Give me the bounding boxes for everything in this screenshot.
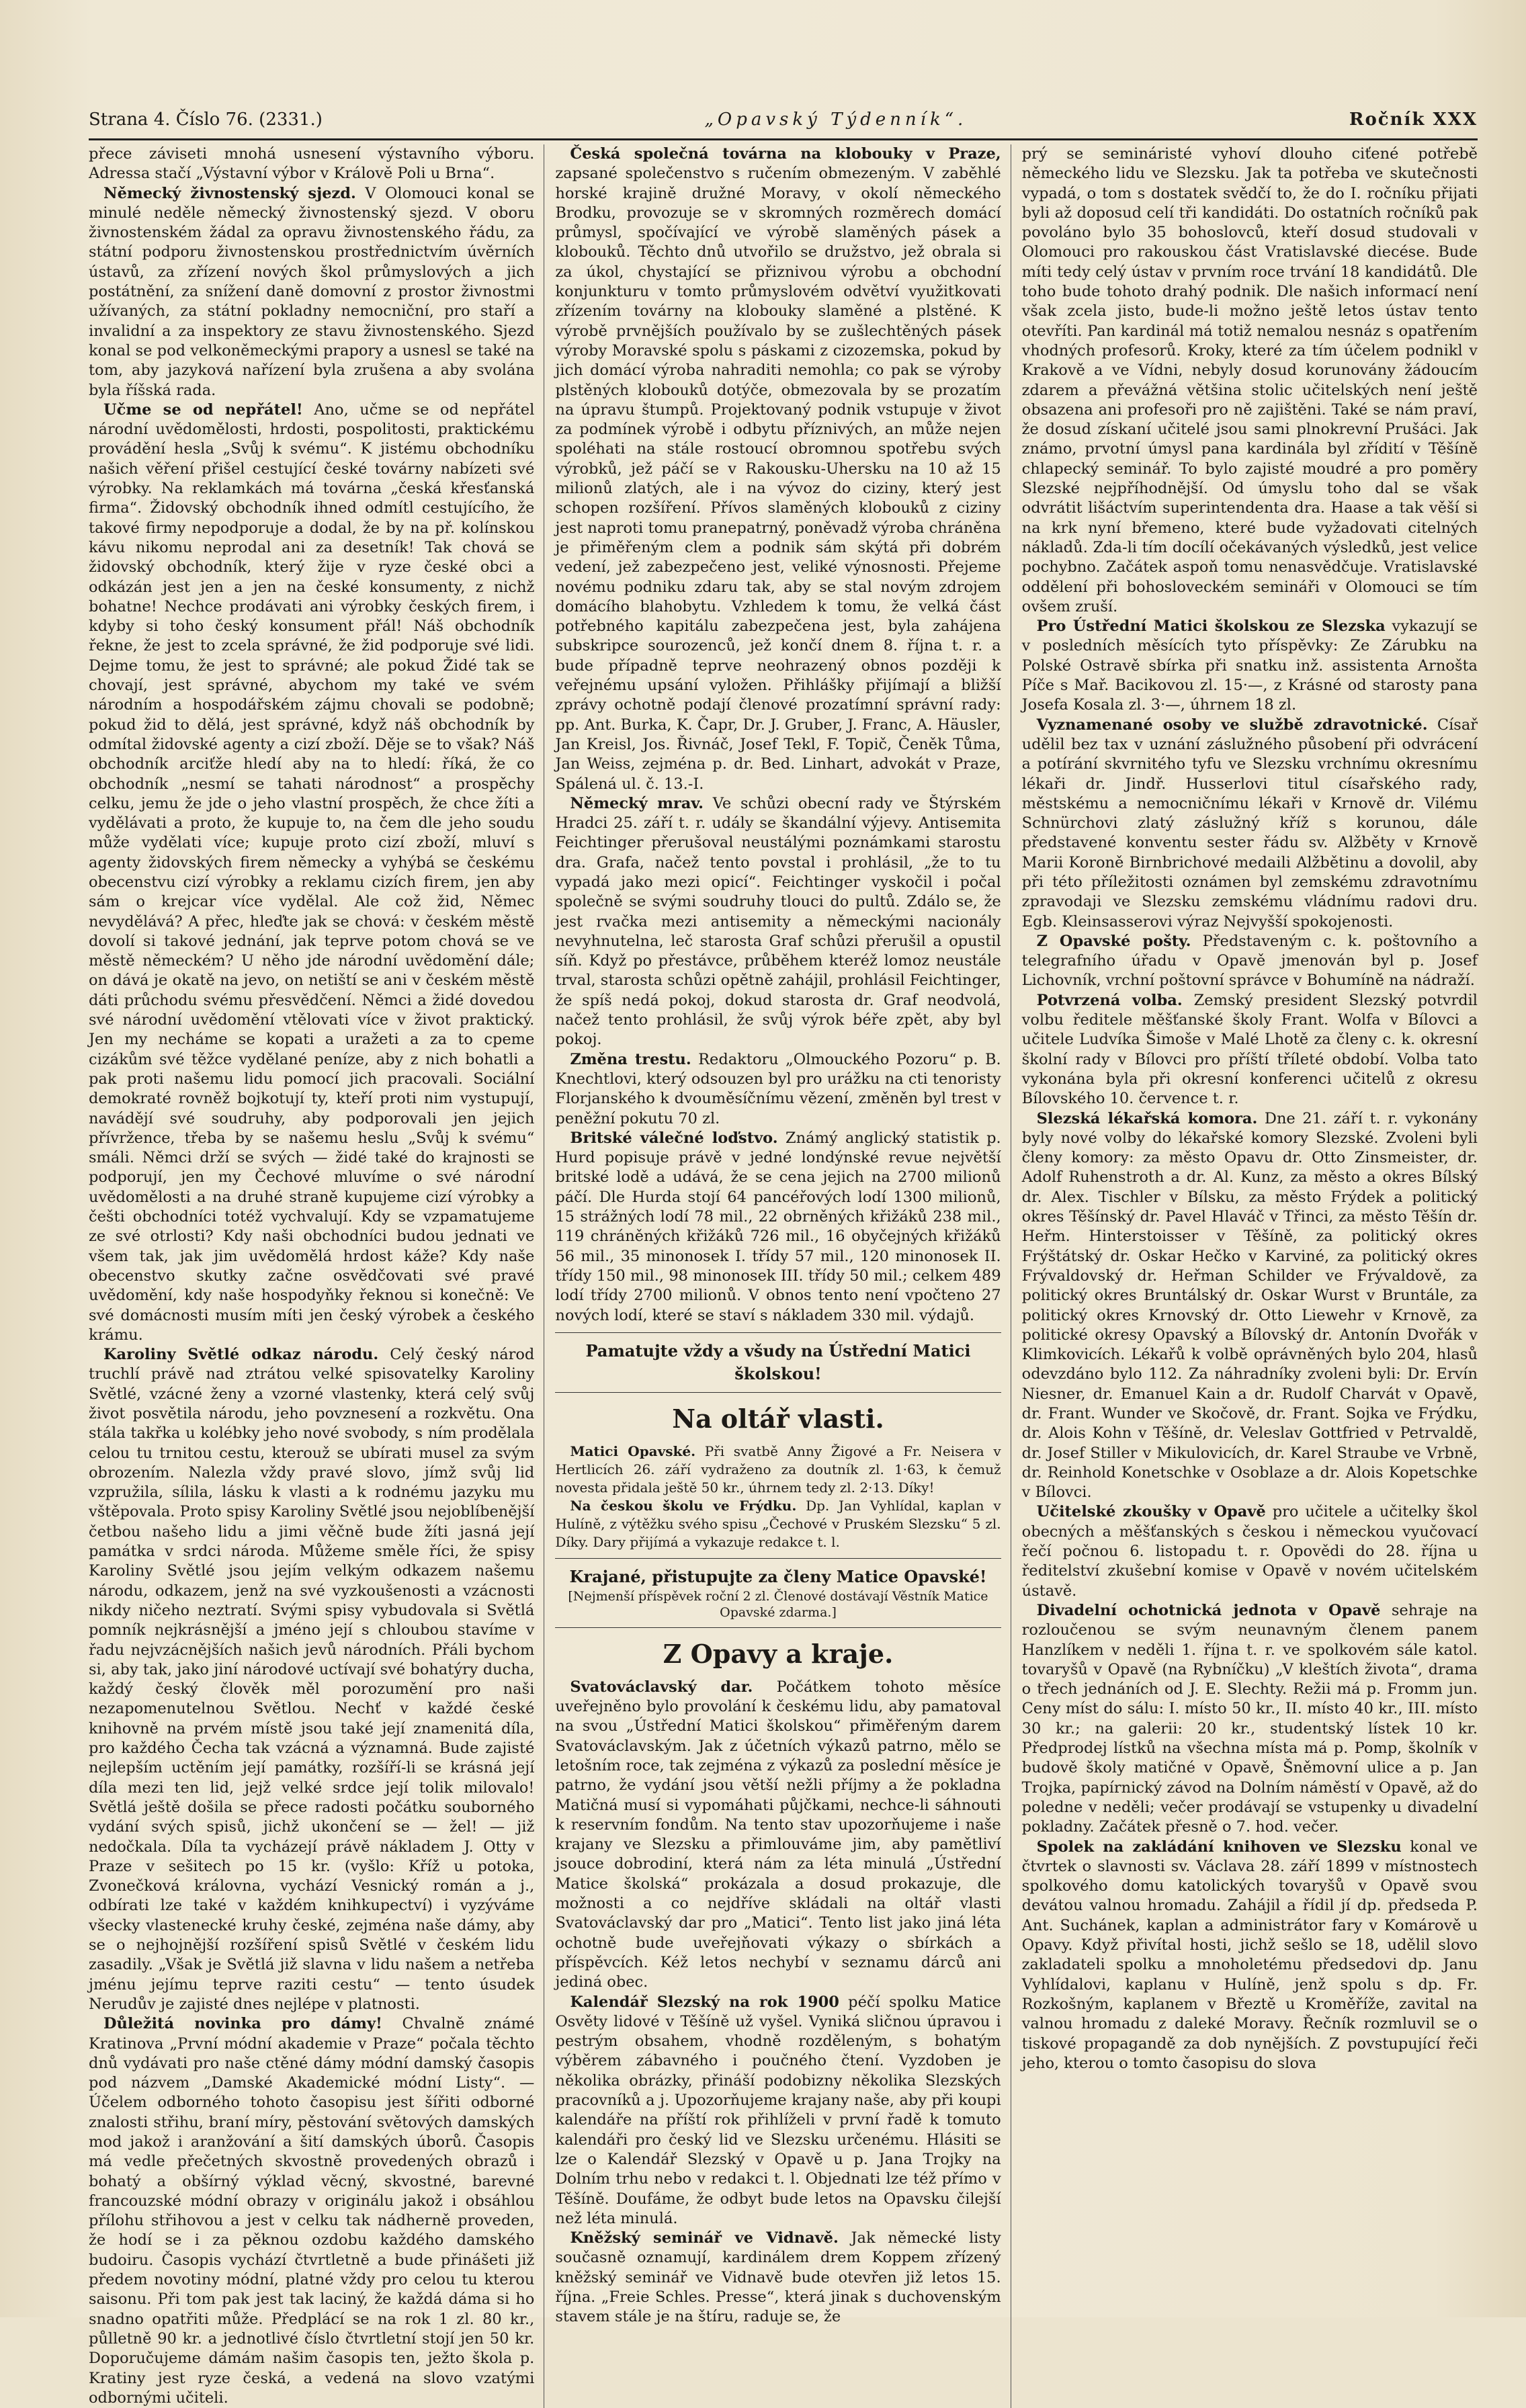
column-2 <box>555 144 1011 2408</box>
article-heading: Britské válečné loďstvo. <box>570 1129 778 1147</box>
article-text: Ve schůzi obecní rady ve Štýrském Hradci 25. září t. r. udály se škandální výjevy. Antisemita Feichtinger přerušoval neustálými poznámkami starostu dra. Grafa, načež tento povstal i prohlásil, „že to tu vypadá jako mezi opicí“. Feichtinger vyskočil i počal společně se svými soudruhy tlouci do pultů. Zdálo se, že jest rvačka mezi antisemity a německými nacionály nevyhnutelna, leč starosta Graf schůzi přerušil a opustil síň. Když po přestávce, průběhem kteréž lomoz neustále trval, starosta schůzi opětně zahájil, prohlásil Feichtinger, že spíš nedá pokoj, dokud starosta dr. Graf neodvolá, načež tento prohlásil, že svůj výrok béře zpět, aby byl pokoj. <box>555 794 1001 1049</box>
article-paragraph <box>555 1050 1001 1129</box>
article-text: Při svatbě Anny Žigové a Fr. Neisera v Hertlicích 26. září vydraženo za doutník zl. 1·63, k čemuž novesta přidala ještě 50 kr., úhrnem tedy zl. 2·13. Díky! <box>555 1443 1001 1496</box>
article-paragraph <box>555 1129 1001 1326</box>
article-heading: Německý mrav. <box>570 794 704 812</box>
article-paragraph <box>1022 991 1478 1109</box>
article-text: Chvalně známé Kratinova „První módní akademie v Praze“ počala těchto dnů vydávati pro naše ctěné dámy módní damský časopis pod názvem „Damské Akademické módní Listy“. — Účelem odborného tohoto časopisu jest šířiti odborné znalosti střihu, braní míry, pěstování světových damských mod jakož i aranžování a šití damských úborů. Časopis má vedle přečetných skvostně provedených obrazů i bohatý a obšírný výklad věcný, skvostné, barevné francouzské módní obrazy v originálu jakož i obsáhlou přílohu střihovou a jest v celku tak nádherně proveden, že hodí se i za pěknou ozdobu každého damského budoiru. Časopis vychází čtvrtletně a bude přinášeti již předem novotiny módní, platné vždy pro celou tu kterou saisonu. Při tom pak jest tak laciný, že každá dáma si ho snadno opatřiti může. Předplácí se na rok 1 zl. 80 kr., půlletně 90 kr. a jednotlivé číslo čtvrtletní stojí jen 50 kr. Doporučujeme dámám našim časopis ten, ježto škola p. Kratiny jest ryze česká, a vedená na slovo vzatými odbornými učiteli. <box>89 2015 535 2407</box>
article-heading: Na českou školu ve Frýdku. <box>570 1497 797 1514</box>
article-text: Císař udělil bez tax v uznání záslužného působení při odvrácení a potírání skvrnitého tyfu ve Slezsku vrchnímu okresnímu lékaři dr. Jindř. Husserlovi titul císařského rady, městskému a nemocničnímu lékaři v Krnově dr. Vilému Schnürchovi zlatý záslužný kříž s korunou, dále představené konventu sester řádu sv. Alžběty v Krnově Marii Koroně Birnbrichové medaili Alžbětinu a dovolil, aby při této příležitosti oznámen byl zemskému zdravotnímu zpravodaji ve Slezsku zemskému vládnímu radovi dru. Egb. Kleinsasserovi výraz Nejvyšší spokojenosti. <box>1021 716 1478 931</box>
column-1 <box>89 144 544 2408</box>
article-paragraph <box>89 2014 534 2408</box>
article-heading: Svatováclavský dar. <box>570 1678 753 1696</box>
article-heading: Potvrzená volba. <box>1036 991 1183 1009</box>
article-text: Známý anglický statistik p. Hurd popisuje právě v jedné londýnské revue největší britské lodě a udává, že se cena jejich na 2700 milionů páčí. Dle Hurda stojí 64 pancéřových lodí 1300 milionů, 15 strážných lodí 78 mil., 22 obrněných křižáků 238 mil., 119 chráněných křižáků 726 mil., 16 obyčejných křižáků 56 mil., 35 minonosek I. třídy 57 mil., 120 minonosek II. třídy 150 mil., 98 minonosek III. třídy 50 mil.; celkem 489 lodí třídy 2700 milionů. V obnos tento není vpočteno 27 nových lodí, které se staví s nákladem 330 mil. výdajů. <box>555 1129 1001 1324</box>
article-text: Celý český národ truchlí právě nad ztrátou velké spisovatelky Karoliny Světlé, vzácné ženy a vzorné vlastenky, která celý svůj život posvětila národu, jeho povznesení a rozkvětu. Ona stála takřka u kolébky jeho nové svobody, s ním prodělala celou tu trnitou cestu, kterouž se ubírati musel za svým obrozením. Nalezla vždy pravé slovo, jímž svůj lid vzpružila, sílila, lásku k vlasti a k rodnému jazyku mu vštěpovala. Proto spisy Karoliny Světlé jsou nejoblíbenější četbou našeho lidu a jimi věčně bude žíti jasná její památka v srdci národa. Můžeme směle říci, že spisy Karoliny Světlé jsou jejím velkým odkazem našemu národu, odkazem, jenž na své vyzkoušenosti a vzácnosti nikdy ničeho neztratí. Svými spisy vybudovala si Světlá pomník nejkrásnější a jméno její s chloubou stavíme v řadu nejvzácnějších našich jevů národních. Přáli bychom si, aby tak, jako jiní národové uctívají své bohatýry ducha, každý český člověk měl porozumění pro naši nezapomenutelnou Světlou. Nechť v každé české knihovně na prvém místě jsou také její znamenitá díla, pro každého Čecha tak vzácná a významná. Bude zajisté nejlepším uctěním její památky, rozšíří-li se krásná její díla mezi ten lid, jejž velké srdce její tolik milovalo! Světlá ještě došila se přece radosti počátku souborného vydání svých spisů, jichž ukončení se — žel! — již nedočkala. Díla ta vycházejí právě nákladem J. Otty v Praze v sešitech po 15 kr. (vyšlo: Kříž u potoka, Zvonečková královna, vychází Vesnický román a j., odbírati lze také v každém knihkupectví) i vyzýváme všecky vlastenecké kruhy české, zejména naše dámy, aby se o nejhojnější rozšíření spisů Světlé v českém lidu zasadily. „Však je Světlá již slavna v lidu našem a netřeba jménu jejímu teprve raziti cestu“ — tento úsudek Nerudův je zajisté dnes nejlépe v platnosti. <box>89 1346 535 2013</box>
article-paragraph <box>1022 932 1478 991</box>
article-heading: Matici Opavské. <box>570 1443 696 1459</box>
article-text: Jak německé listy současně oznamují, kardinálem drem Koppem zřízený kněžský seminář ve Vidnavě bude otevřen již letos 15. října. „Freie Schles. Presse“, která jinak s duchovenským stavem stále je na štíru, raduje se, že <box>555 2229 1001 2326</box>
article-paragraph <box>555 2229 1001 2327</box>
article-heading: Kalendář Slezský na rok 1900 <box>570 1993 839 2011</box>
divider-rule <box>555 1332 1001 1333</box>
article-paragraph <box>555 1678 1001 1993</box>
article-text: sehraje na rozloučenou se svým neunavným členem panem Hanzlíkem v neděli 1. října t. r. ve spolkovém sále katol. tovaryšů v Opavě (na Rybníčku) „V kleštích života“, drama o třech jednáních od J. E. Slechty. Režii má p. Fromm jun. Ceny míst do sálu: I. místo 50 kr., II. místo 40 kr., III. místo 30 kr.; na galerii: 20 kr., studentský lístek 10 kr. Předprodej lístků na všechna místa má p. Pomp, školník v budově školy matičné v Opavě, Šněmovní ulice a p. Jan Trojka, papírnický závod na Dolním náměstí v Opavě, až do poledne v neděli; večer prodávají se vstupenky u divadelní pokladny. Začátek přesně o 7. hod. večer. <box>1021 1601 1478 1836</box>
article-heading: Z Opavské pošty. <box>1036 932 1191 950</box>
article-text: Dne 21. září t. r. vykonány byly nové volby do lékařské komory Slezské. Zvoleni byli členy komory: za město Opavu dr. Otto Zinsmeister, dr. Adolf Ruhenstroth a dr. Al. Kunz, za město a okres Bílský dr. Alex. Tischler v Bílsku, za město Frýdek a politický okres Těšínský dr. Pavel Hlaváč v Třinci, za město Těšín dr. Heřm. Hinterstoisser v Těšíně, za politický okres Frýštátský dr. Oskar Hečko v Karviné, za politický okres Frývaldovský dr. Heřman Schilder ve Frývaldově, za politický okres Bruntálský dr. Oskar Wurst v Bruntále, za politický okres Krnovský dr. Otto Liewehr v Krnově, za politické okresy Opavský a Bílovský dr. Antonín Dvořák v Klimkovicích. Lékařů k volbě oprávněných bylo 204, hlasů odevzdáno bylo 112. Za náhradníky zvoleni byli: Dr. Ervín Niesner, dr. Emanuel Kain a dr. Rudolf Charvát v Opavě, dr. Frant. Wunder ve Skočově, dr. Frant. Sojka ve Frýdku, dr. Alois Kohn v Těšíně, dr. Veleslav Gottfried v Petrvaldě, dr. Josef Stiller v Mikulovicích, dr. Karel Straube ve Vrbně, dr. Reinhold Konetschke v Osoblaze a dr. Alois Kopetschke v Bílovci. <box>1021 1109 1478 1502</box>
article-paragraph <box>555 1497 1001 1551</box>
article-text: Představeným c. k. poštovního a telegrafního úřadu v Opavě jmenován byl p. Josef Lichovník, vrchní poštovní správce v Bohumíně na nádraží. <box>1021 932 1478 990</box>
article-heading: Německý živnostenský sjezd. <box>103 184 356 202</box>
matice-reminder: Pamatujte vždy a všudy na Ústřední Matici školskou! <box>585 1340 971 1383</box>
article-heading: Divadelní ochotnická jednota v Opavě <box>1036 1601 1381 1619</box>
article-paragraph <box>555 794 1001 1050</box>
header-page-number: Strana 4. Číslo 76. (2331.) <box>89 110 323 130</box>
article-paragraph <box>89 1345 534 2014</box>
article-heading: Pro Ústřední Matici školskou ze Slezska <box>1036 617 1386 636</box>
article-heading: Spolek na zakládání knihoven ve Slezsku <box>1036 1838 1402 1856</box>
article-text: Dp. Jan Vyhlídal, kaplan v Hulíně, z výtěžku svého spisu „Čechové v Pruském Slezsku“ 5 zl. Díky. Dary přijímá a vykazuje redakce t. l. <box>555 1497 1001 1550</box>
article-text: V Olomouci konal se minulé neděle německý živnostenský sjezd. V oboru živnostenském žádal za opravu živnostenského řádu, za státní podporu živnostenskou prostřednictvím úvěrních ústavů, za zřízení nových škol průmyslových a jich postátnění, za snížení daně domovní z prostor živnostmi užívaných, za státní pokladny nemocniční, pro staří a invalidní a za inspektory ze stavu živnostenského. Sjezd konal se pod velkoněmeckými prapory a usnesl se také na tom, aby jazyková nařízení byla zrušena a aby svolána byla říšská rada. <box>89 184 535 399</box>
article-text: Počátkem tohoto měsíce uveřejněno bylo provolání k českému lidu, aby pamatoval na svou „Ústřední Matici školskou“ přiměřeným darem Svatováclavským. Jak z účetních výkazů patrno, mělo se letošním roce, tak zejména z výkazů za poslední měsíce je patrno, že vydání jsou větší nežli příjmy a že pokladna Matičná musí si vypomáhati půjčkami, nechce-li sáhnouti k reservním fondům. Na tento stav upozorňujeme i naše krajany ve Slezsku a přimlouváme jim, aby pamětliví jsouce dobrodiní, která nám za léta minulá „Ústřední Matice školská“ prokázala a dosud prokazuje, dle možnosti a co nejdříve skládali na oltář vlasti Svatováclavský dar pro „Matici“. Tento list jako jiná léta ochotně bude uveřejňovati výkazy o sbírkách a příspěvcích. Kéž letos nechybí v seznamu dárců ani jediná obec. <box>555 1678 1001 1991</box>
article-text: pro učitele a učitelky škol obecných a měšťanských s českou i německou vyučovací řečí počnou 6. listopadu t. r. Opovědi do 28. října u ředitelství zkušební komise v Opavě v novém učitelském ústavě. <box>1021 1503 1478 1600</box>
article-paragraph <box>1022 716 1478 932</box>
article-paragraph <box>89 144 534 184</box>
article-paragraph <box>89 400 534 1345</box>
article-text: Zemský president Slezský potvrdil volbu ředitele měšťanské školy Frant. Wolfa v Bílovci a učitele Ludvíka Šimoše v Malé Lhotě za členy c. k. okresní školní rady v Bílovci pro příští tříleté období. Volba tato vykonána byla při okresní konferenci učitelů z okresu Bílovského 10. července t. r. <box>1021 991 1478 1108</box>
article-heading: Karoliny Světlé odkaz národu. <box>103 1346 379 1364</box>
article-text: zapsané společenstvo s ručením obmezeným. V zaběhlé horské krajině družné Moravy, v okolí německého Brodku, provozuje se v skromných rozměrech domácí průmysl, spočívající ve výrobě slaměných pásek a klobouků. Těchto dnů utvořilo se družstvo, jež obrala si za úkol, chystající se přiznivou výrobu a obchodní konjunkturu v tomto průmyslovém odvětví využitkovati zřízením továrny na klobouky slaměné a plstěné. K výrobě prvnějších používalo by se zušlechtěných pásek výroby Moravské spolu s páskami z cizozemska, pokud by jich domácí výroba nahraditi nemohla; co pak se výroby plstěných klobouků dotýče, obmezovala by se prozatím na úpravu štumpů. Projektovaný podnik vstupuje v život za podmínek výrobě i odbytu příznivých, an může nejen spoléhati na stále rostoucí obromnou spotřebu svých výrobků, jež páčí se v Rakousku-Uhersku na 10 až 15 milionů zlatých, ale i na vývoz do ciziny, který jest schopen rozšíření. Přívos slaměných klobouků z ciziny jest naproti tomu pranepatrný, poněvadž výroba chráněna je přiměřeným clem a podnik sám skýtá při dobrém vedení, jež zabezpečeno jest, veliké výnosnosti. Přejeme novému podniku zdaru tak, aby se stal novým zdrojem domácího blahobytu. Vzhledem k tomu, že velká část potřebného kapitálu zabezpečena jest, byla zahájena subskripce sourozenců, jež končí dnem 8. října t. r. a bude případně teprve neohrazený obnos později k veřejnému upsání vyložen. Přihlášky přijímají a bližší zprávy ochotně podají členové prozatímní správní rady: pp. Ant. Burka, K. Čapr, Dr. J. Gruber, J. Franc, A. Häusler, Jan Kreisl, Jos. Řivnáč, Josef Tekl, F. Topič, Čeněk Tůma, Jan Weiss, zejména p. dr. Bed. Linhart, advokát v Praze, Spálená ul. č. 13.-I. <box>555 165 1001 793</box>
article-heading: Důležitá novinka pro dámy! <box>103 2015 382 2033</box>
text-columns <box>89 144 1478 2407</box>
article-text: přece záviseti mnohá usnesení výstavního výboru. Adressa stačí „Výstavní výbor v Králově Poli u Brna“. <box>89 145 535 183</box>
article-text: Ano, učme se od nepřátel národní uvědomělosti, hrdosti, pospolitosti, praktickému provádění hesla „Svůj k svému“. K jistému obchodníku našich věření přišel cestující české továrny nabízeti své výrobky. Na reklamkách má továrna „česká křesťanská firma“. Židovský obchodník ihned odmítl cestujícího, že takové firmy nepodporuje a dodal, že by na př. kolínskou kávu nikomu neprodal ani za desetník! Tak chová se židovský obchodník, který žije v ryze české obci a odkázán jest jen a jen na české konsumenty, z nichž bohatne! Nechce prodávati ani výrobky českých firem, i kdyby si toho český konsument přál! Náš obchodník řekne, že jest to zcela správné, že žid podporuje své lidi. Dejme tomu, že jest to správné; ale pokud Židé tak se chovají, jest správné, abychom my také ve svém národním a hospodářském zájmu chovali se podobně; pokud žid to dělá, jest správné, když náš obchodník by odmítal židovské agenty a cizí zboží. Děje se to však? Náš obchodník arciťže hledí aby na to hledí: říká, že co obchodník „nesmí se tahati národnost“ a prospěchy celku, jemu že jde o jeho vlastní prospěch, že chce žíti a vydělávati a proto, že kupuje to, na čem dle jeho soudu může vydělati více; kupuje proto cizí zboží, mluví s agenty židovských firem německy a vyhýbá se českému obecenstvu cizí výrobky a reklamu cizích firem, jen aby sám o krejcar více vydělal. Ale což žid, Němec nevydělává? A přec, hleďte jak se chová: v českém městě dovolí si takové jednání, jak teprve potom chová se ve městě německém? U něho jde národní uvědomění dále; on dává je okatě na jevo, on netiští se ani v českém městě dáti průchodu svému přesvědčení. Němci a židé dovedou své národní uvědomění vtělovati více v život praktický. Jen my necháme se kopati a uražeti a za to cpeme cizákům své těžce vydělané peníze, aby z nich bohatli a pak proti našemu lidu pomocí jich pracovali. Sociální demokraté rovněž bojkotují ty, kteří proti nim vystupují, navádějí své soudruhy, aby podporovali jen jejich přívržence, třeba by se našemu heslu „Svůj k svému“ smáli. Němci drží se svých — židé také do krajnosti se podporují, jen my Čechové mluvíme o své národní uvědomělosti a na druhé straně kupujeme cizí výrobky a češti obchodníci totéž vychvalují. Kdy se vzpamatujeme ze své otrlosti? Kdy naši obchodníci budou jednati ve všem tak, jak jim uvědomělá hrdost káže? Kdy naše obecenstvo skutky začne osvědčovati své pravé uvědomění, kdy naše hospodyňky řeknou si konečně: Ve své domácnosti musím míti jen český výrobek a českého krámu. <box>89 400 535 1344</box>
article-paragraph <box>555 144 1001 794</box>
article-heading: Česká společná továrna na klobouky v Praze, <box>570 145 1001 163</box>
article-paragraph <box>1022 1502 1478 1600</box>
article-heading: Kněžský seminář ve Vidnavě. <box>570 2229 839 2247</box>
membership-note: [Nejmenší příspěvek roční 2 zl. Členové dostávají Věstník Matice Opavské zdarma.] <box>568 1588 988 1620</box>
divider-rule <box>555 1627 1001 1628</box>
article-paragraph <box>555 1443 1001 1497</box>
article-text: Redaktoru „Olmouckého Pozoru“ p. B. Knechtlovi, který odsouzen byl pro urážku na cti tenoristy Florjanského k dvouměsíčnímu vězení, změněn byl trest v peněžní pokutu 70 zl. <box>555 1050 1001 1127</box>
header-volume: Ročník XXX <box>1349 110 1478 130</box>
section-title-altar: Na oltář vlasti. <box>672 1403 884 1434</box>
page-header <box>89 101 1478 140</box>
article-paragraph <box>1022 144 1478 617</box>
article-paragraph <box>1022 1109 1478 1503</box>
article-paragraph <box>1022 1601 1478 1838</box>
article-heading: Slezská lékařská komora. <box>1036 1109 1258 1127</box>
membership-appeal: Krajané, přistupujte za členy Matice Opavské! <box>569 1566 987 1586</box>
divider-rule <box>555 1558 1001 1559</box>
article-heading: Učitelské zkoušky v Opavě <box>1036 1503 1266 1521</box>
article-heading: Vyznamenané osoby ve službě zdravotnické. <box>1036 716 1428 734</box>
article-heading: Změna trestu. <box>570 1050 691 1068</box>
divider-rule <box>555 1392 1001 1393</box>
article-paragraph <box>89 184 534 400</box>
section-title-opava: Z Opavy a kraje. <box>663 1638 894 1669</box>
article-text: vykazují se v posledních měsících tyto příspěvky: Ze Zárubku na Polské Ostravě sbírka při snatku inž. assistenta Arnošta Píče s Mař. Bacikovou zl. 15·—, z Krásné od starosty pana Josefa Kosala zl. 3·—, úhrnem 18 zl. <box>1021 617 1478 714</box>
header-masthead: „Opavský Týdenník“. <box>704 110 968 130</box>
article-paragraph <box>1022 617 1478 715</box>
article-heading: Učme se od nepřátel! <box>103 400 303 419</box>
article-text: prý se semináristé vyhoví dlouho ciťené potřebě německého lidu ve Slezsku. Jak ta potřeba ve skutečnosti vypadá, o tom s dostatek svědčí to, že do I. ročníku přijati byli až doposud celí tři kandidáti. Do ostatních ročníků pak povoláno bylo 35 bohoslovců, kteří dosud studovali v Olomouci pro rakouskou část Vratislavské diecése. Bude míti tedy celý ústav v prvním roce trvání 18 kandidátů. Dle toho bude tohoto drahý podnik. Dle našich informací není však zcela jisto, bude-li možno ještě letos ústav tento otevříti. Pan kardinál má totiž nemalou nesnáz s opatřením vhodných profesorů. Kroky, které za tím účelem podnikl v Krakově a ve Vídni, nebyly dosud korunovány žádoucím zdarem a převážná většina stolic učitelských není ještě obsazena ani profesoři pro ně zajištěni. Také se nám praví, že dosud získaní učitelé jsou sami plnokrevní Prušáci. Jak známo, prvotní úmysl pana kardinála byl zřídití v Těšíně chlapecký seminář. To bylo zajisté moudré a pro poměry Slezské nejpříhodnější. Od úmyslu toho dal se však odvrátit lišáctvím superintendenta dra. Haase a tak věší si na krk nyní břemeno, které bude vyžadovati citelných nákladů. Zda-li tím docílí očekávaných výsledků, jest velice pochybno. Začátek aspoň tomu nenasvědčuje. Vratislavské oddělení při bohosloveckém semináři v Olomouci se tím ovšem zruší. <box>1021 145 1478 615</box>
article-paragraph <box>555 1993 1001 2229</box>
article-text: péčí spolku Matice Osvěty lidové v Těšíně už vyšel. Vyniká sličnou úpravou i pestrým obsahem, vhodně rozděleným, s bohatým výběrem zábavného i poučného čtení. Vyzdoben je několika obrázky, přináší podobizny několika Slezských pracovníků a j. Upozorňujeme krajany naše, aby při koupi kalendáře na příští rok přihlíželi v první řadě k tomuto kalendáři pro český lid ve Slezsku určenému. Hlásiti se lze o Kalendář Slezský v Opavě u p. Jana Trojky na Dolním trhu nebo v redakci t. l. Objednati lze též přímo v Těšíně. Doufáme, že odbyt bude letos na Opavsku čilejší než léta minulá. <box>555 1993 1001 2227</box>
article-text: konal ve čtvrtek o slavnosti sv. Václava 28. září 1899 v místnostech spolkového domu katolických tovaryšů v Opavě svou devátou valnou hromadu. Zahájil a řídil jí dp. předseda P. Ant. Suchánek, kaplan a administrátor fary v Komárově u Opavy. Když přivítal hosti, jichž sešlo se 18, udělil slovo zakladateli spolku a mnoholetému předsedovi dp. Janu Vyhlídalovi, kaplanu v Hulíně, jenž spolu s dp. Fr. Rozkošným, kaplanem v Březtě u Kroměříže, zavital na valnou hromadu z daleké Moravy. Řečník rozmluvil se o tiskové propagandě za dob nynějších. Z povstupující řeči jeho, kterou o tomto časopisu do slova <box>1021 1838 1478 2072</box>
column-3 <box>1022 144 1478 2408</box>
article-paragraph <box>1022 1838 1478 2074</box>
